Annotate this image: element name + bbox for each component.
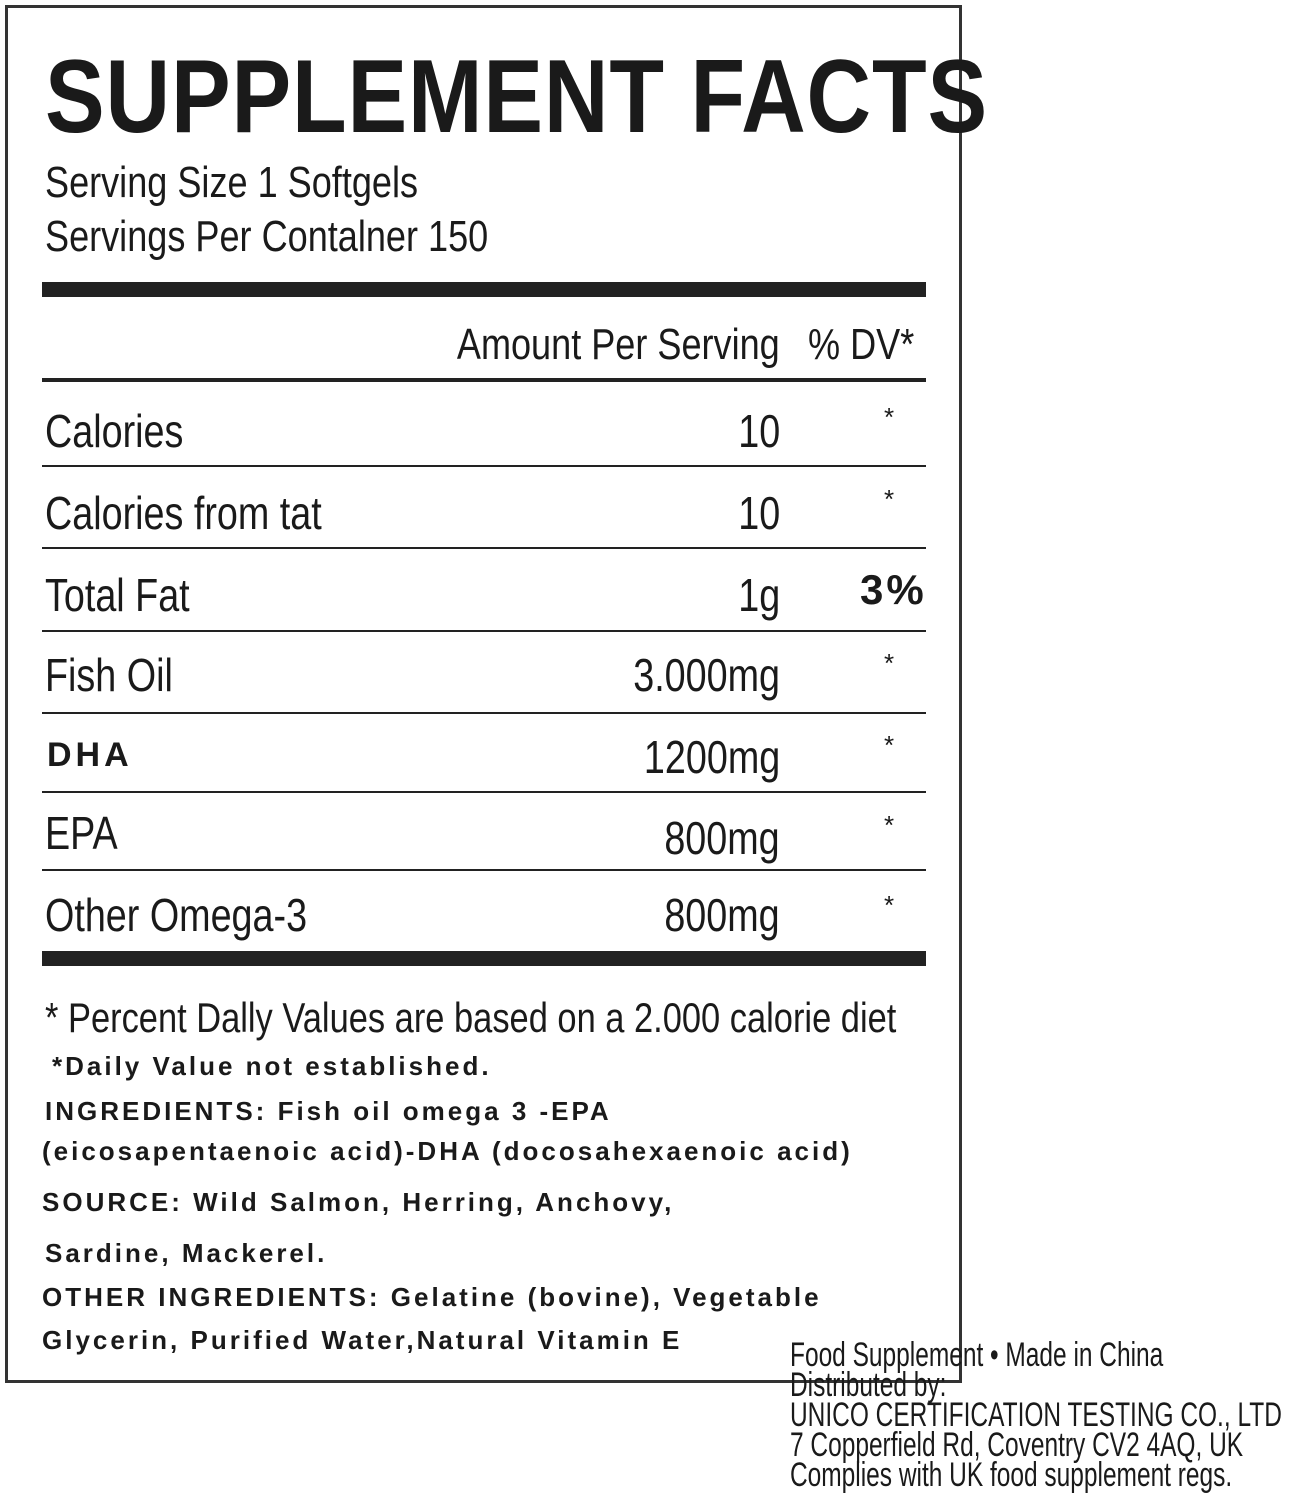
source-line: Sardine, Mackerel. <box>45 1238 328 1268</box>
distributor-line: Complies with UK food supplement regs. <box>790 1456 1233 1494</box>
row-dv: * <box>884 890 895 920</box>
row-name: DHA <box>47 736 133 774</box>
servings-per-container: Servings Per Contalner 150 <box>45 212 489 261</box>
distributor-info <box>790 1336 1282 1494</box>
row-amount: 800mg <box>664 812 780 864</box>
other-ingredients-line: Glycerin, Purified Water,Natural Vitamin E <box>42 1325 683 1355</box>
thick-divider <box>42 282 926 297</box>
row-name: Fish Oil <box>45 649 173 701</box>
row-amount: 3.000mg <box>633 649 780 701</box>
row-dv: * <box>884 484 895 514</box>
divider <box>42 378 926 382</box>
row-amount: 1g <box>738 569 780 621</box>
footnote-percent-dv: * Percent Dally Values are based on a 2.000 calorie diet <box>45 994 897 1041</box>
divider <box>42 630 926 632</box>
source-line: SOURCE: Wild Salmon, Herring, Anchovy, <box>42 1187 675 1217</box>
ingredients-line: (eicosapentaenoic acid)-DHA (docosahexaenoic acid) <box>42 1136 853 1166</box>
row-dv: * <box>884 810 895 840</box>
row-dv: 3% <box>860 566 927 613</box>
row-amount: 1200mg <box>643 731 780 783</box>
row-dv: * <box>884 402 895 432</box>
row-name: EPA <box>45 807 118 859</box>
row-dv: * <box>884 730 895 760</box>
row-name: Other Omega-3 <box>45 889 308 941</box>
row-name: Calories from tat <box>45 487 322 539</box>
divider <box>42 465 926 467</box>
row-name: Total Fat <box>45 569 190 621</box>
ingredients-line: INGREDIENTS: Fish oil omega 3 -EPA <box>45 1096 612 1126</box>
serving-size: Serving Size 1 Softgels <box>45 158 419 207</box>
distributor-line: 7 Copperfield Rd, Coventry CV2 4AQ, UK <box>790 1426 1244 1464</box>
divider <box>42 547 926 549</box>
dv-header: % DV* <box>808 320 915 369</box>
distributor-line: UNICO CERTIFICATION TESTING CO., LTD <box>790 1396 1282 1434</box>
row-amount: 800mg <box>664 889 780 941</box>
row-dv: * <box>884 648 895 678</box>
divider <box>42 869 926 871</box>
footnote-dv-not-established: *Daily Value not established. <box>52 1051 492 1081</box>
other-ingredients-line: OTHER INGREDIENTS: Gelatine (bovine), Vegetable <box>42 1282 822 1312</box>
distributor-line: Food Supplement • Made in China <box>790 1336 1164 1374</box>
distributor-line: Distributed by: <box>790 1366 947 1404</box>
row-amount: 10 <box>738 487 780 539</box>
amount-header: Amount Per Serving <box>457 320 780 369</box>
divider <box>42 712 926 714</box>
divider <box>42 791 926 793</box>
thick-divider <box>42 951 926 966</box>
row-amount: 10 <box>738 405 780 457</box>
panel-title: SUPPLEMENT FACTS <box>45 39 989 155</box>
row-name: Calories <box>45 405 184 457</box>
